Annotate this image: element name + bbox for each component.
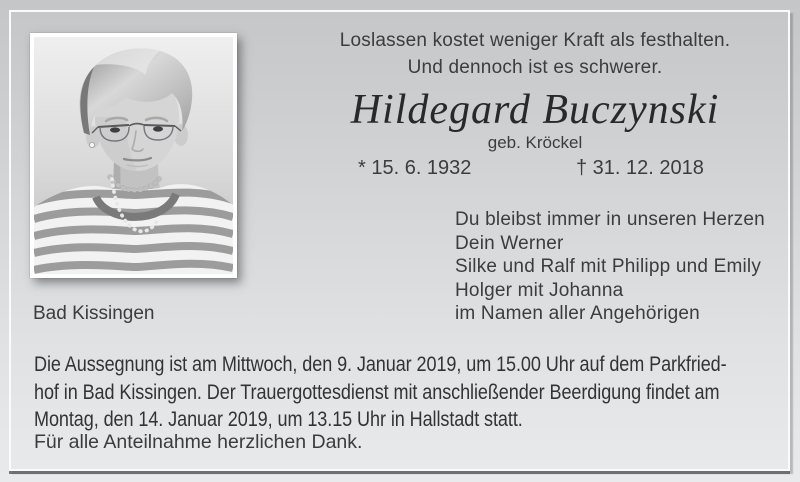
portrait-photo-illustration [34,37,233,274]
city-label: Bad Kissingen [33,303,155,324]
epigraph-line-1: Loslassen kostet weniger Kraft als festhalten. [339,30,731,51]
condolence-line: Du bleibst immer in unseren Herzen [455,209,765,230]
announcement-line: Die Aussegnung ist am Mittwoch, den 9. Januar 2019, um 15.00 Uhr auf dem Parkfried- [34,353,727,376]
thanks-line: Für alle Anteilnahme herzlichen Dank. [34,431,363,453]
life-dates [336,156,734,180]
epigraph-line-2: Und dennoch ist es schwerer. [407,57,663,78]
maiden-name: geb. Kröckel [487,133,583,152]
announcement-line: Montag, den 14. Januar 2019, um 13.15 Uhr in Hallstadt statt. [34,408,523,431]
deceased-name: Hildegard Buczynski [350,87,720,133]
condolence-line: Silke und Ralf mit Philipp und Emily [455,256,762,277]
announcement-line: hof in Bad Kissingen. Der Trauergottesdienst mit anschließender Beerdigung findet am [34,380,720,404]
death-date: † 31. 12. 2018 [576,157,704,179]
birth-date: * 15. 6. 1932 [358,157,472,179]
portrait-photo [30,33,237,278]
condolence-line: im Namen aller Angehörigen [455,303,700,324]
condolence-block [455,208,765,326]
epigraph [336,27,734,81]
funeral-announcement [34,351,727,434]
condolence-line: Holger mit Johanna [455,279,624,301]
condolence-line: Dein Werner [455,232,564,254]
